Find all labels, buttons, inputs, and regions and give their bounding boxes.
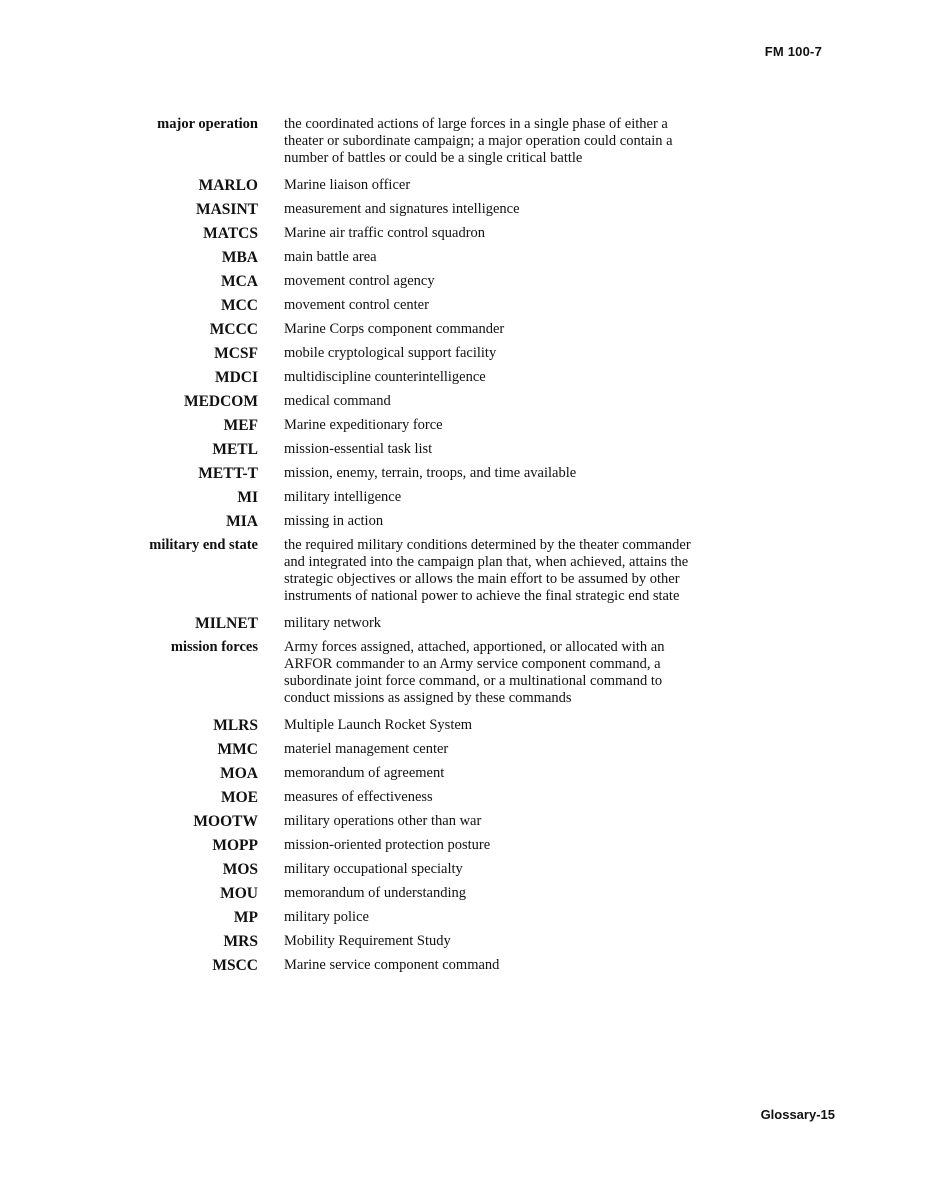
glossary-term: MCSF — [214, 345, 258, 362]
glossary-entry — [0, 392, 928, 411]
glossary-entry — [0, 932, 928, 951]
glossary-entry — [0, 224, 928, 243]
glossary-term: MILNET — [195, 615, 258, 632]
glossary-definition: Multiple Launch Rocket System — [284, 717, 473, 733]
glossary-definition: Marine Corps component commander — [284, 321, 505, 337]
glossary-definition: measures of effectiveness — [284, 789, 433, 805]
glossary-term: MOA — [220, 765, 258, 782]
glossary-entry — [0, 740, 928, 759]
glossary-entry — [0, 638, 928, 707]
glossary-definition: Mobility Requirement Study — [284, 933, 451, 949]
glossary-definition: Marine air traffic control squadron — [284, 225, 486, 241]
glossary-entry — [0, 536, 928, 605]
glossary-definition: Marine liaison officer — [284, 177, 411, 193]
glossary-definition: military operations other than war — [284, 813, 482, 829]
page-header-doc-id: FM 100-7 — [764, 44, 822, 59]
glossary-definition: mobile cryptological support facility — [284, 345, 497, 361]
glossary-term: MSCC — [212, 957, 258, 974]
glossary-term: MEF — [223, 417, 258, 434]
glossary-entry — [0, 860, 928, 879]
glossary-term: MCA — [220, 273, 258, 290]
glossary-entry — [0, 296, 928, 315]
glossary-entry — [0, 344, 928, 363]
glossary-entry — [0, 200, 928, 219]
glossary-definition: memorandum of understanding — [284, 885, 467, 901]
glossary-term: MOE — [220, 789, 258, 806]
glossary-term: MI — [237, 489, 258, 506]
glossary-entry — [0, 512, 928, 531]
glossary-definition: military network — [284, 615, 382, 631]
glossary-entry — [0, 884, 928, 903]
glossary-entry — [0, 115, 928, 167]
glossary-definition: movement control agency — [284, 273, 435, 289]
glossary-definition: Marine service component command — [284, 957, 500, 973]
glossary-term: MEDCOM — [183, 393, 258, 410]
glossary-entry — [0, 272, 928, 291]
glossary-definition: movement control center — [284, 297, 429, 313]
glossary-term: METT-T — [198, 465, 258, 482]
glossary-definition: materiel management center — [284, 741, 449, 757]
glossary-term: military end state — [149, 537, 258, 553]
glossary-term: MBA — [221, 249, 258, 266]
glossary-term: mission forces — [170, 639, 258, 655]
glossary-entry — [0, 488, 928, 507]
glossary-definition: military occupational specialty — [284, 861, 463, 877]
glossary-definition: military intelligence — [284, 489, 402, 505]
glossary-entry — [0, 716, 928, 735]
glossary-term: MOS — [222, 861, 258, 878]
glossary-term: major operation — [157, 116, 258, 132]
glossary-definition: measurement and signatures intelligence — [284, 201, 520, 217]
glossary-entry — [0, 440, 928, 459]
glossary-entry — [0, 614, 928, 633]
glossary-definition: main battle area — [284, 249, 377, 265]
glossary-definition: multidiscipline counterintelligence — [284, 369, 486, 385]
glossary-definition: Marine expeditionary force — [284, 417, 443, 433]
glossary-entry — [0, 368, 928, 387]
glossary-entry — [0, 248, 928, 267]
glossary-term: MRS — [223, 933, 258, 950]
glossary-definition: memorandum of agreement — [284, 765, 445, 781]
glossary-term: MARLO — [198, 177, 258, 194]
glossary-entry — [0, 956, 928, 975]
glossary-term: MCC — [220, 297, 258, 314]
glossary-entry — [0, 836, 928, 855]
glossary-term: MOOTW — [193, 813, 258, 830]
glossary-definition: military police — [284, 909, 369, 925]
glossary-term: MP — [233, 909, 258, 926]
glossary-entry — [0, 908, 928, 927]
glossary-term: MCCC — [209, 321, 258, 338]
glossary-definition: the coordinated actions of large forces in a single phase of either a theater or subordinate campaign; a major operation could contain a number of battles or could be a single critical battle — [284, 116, 673, 166]
glossary-entry — [0, 464, 928, 483]
glossary-term: MOU — [220, 885, 258, 902]
glossary-entry — [0, 176, 928, 195]
glossary-definition: missing in action — [284, 513, 384, 529]
glossary-definition: mission-oriented protection posture — [284, 837, 491, 853]
glossary-entry — [0, 788, 928, 807]
glossary-entry — [0, 812, 928, 831]
glossary-term: MDCI — [214, 369, 258, 386]
glossary-entry — [0, 320, 928, 339]
glossary-term: MASINT — [195, 201, 258, 218]
glossary-entry — [0, 764, 928, 783]
glossary-term: MATCS — [203, 225, 258, 242]
glossary-definition: Army forces assigned, attached, apportioned, or allocated with an ARFOR commander to an Army service component command, a subordinate joint force command, or a multinational command to conduct missions as assigned by these commands — [284, 639, 665, 706]
glossary-definition: mission, enemy, terrain, troops, and time available — [284, 465, 577, 481]
page-footer-label: Glossary-15 — [760, 1107, 835, 1122]
glossary-entry — [0, 416, 928, 435]
glossary-term: MIA — [226, 513, 258, 530]
glossary-term: MMC — [217, 741, 258, 758]
glossary-list — [0, 115, 928, 980]
glossary-term: MOPP — [212, 837, 258, 854]
glossary-term: METL — [212, 441, 258, 458]
glossary-term: MLRS — [213, 717, 258, 734]
glossary-definition: mission-essential task list — [284, 441, 433, 457]
glossary-definition: the required military conditions determined by the theater commander and integrated into the campaign plan that, when achieved, attains the strategic objectives or allows the main effort to be assumed by other instruments of national power to achieve the final strategic end state — [284, 537, 691, 604]
glossary-definition: medical command — [284, 393, 391, 409]
